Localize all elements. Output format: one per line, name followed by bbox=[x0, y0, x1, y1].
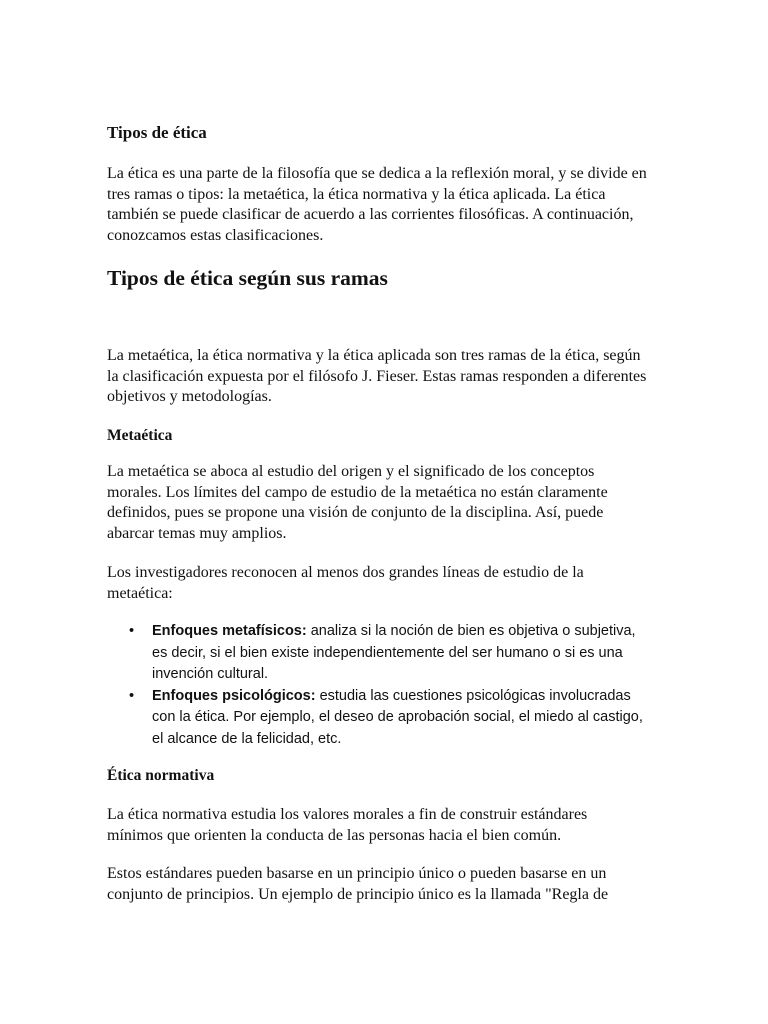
metaetica-bullet-list bbox=[107, 621, 647, 750]
metaetica-paragraph-2: Los investigadores reconocen al menos dos grandes líneas de estudio de la metaética: bbox=[107, 564, 584, 602]
section-heading-ramas: Tipos de ética según sus ramas bbox=[107, 266, 388, 290]
bullet-icon: • bbox=[129, 623, 135, 639]
subheading-metaetica: Metaética bbox=[107, 427, 173, 444]
subheading-normativa: Ética normativa bbox=[107, 767, 215, 784]
intro-paragraph: La ética es una parte de la filosofía que se dedica a la reflexión moral, y se divide en tres ramas o tipos: la metaética, la ética normativa y la ética aplicada. La ética también se puede clasificar de acuerdo a las corrientes filosóficas. A continuación, conozcamos estas clasificaciones. bbox=[107, 165, 647, 244]
ramas-paragraph: La metaética, la ética normativa y la ética aplicada son tres ramas de la ética, según la clasificación expuesta por el filósofo J. Fieser. Estas ramas responden a diferentes objetivos y metodologías. bbox=[107, 347, 647, 405]
section-heading-tipos: Tipos de ética bbox=[107, 123, 207, 142]
bullet-term: Enfoques psicológicos: bbox=[152, 687, 316, 704]
list-item bbox=[107, 621, 647, 686]
normativa-paragraph-1: La ética normativa estudia los valores morales a fin de construir estándares mínimos que orienten la conducta de las personas hacia el bien común. bbox=[107, 806, 588, 844]
bullet-text: estudia las cuestiones psicológicas involucradas con la ética. Por ejemplo, el deseo de aprobación social, el miedo al castigo, el alcance de la felicidad, etc. bbox=[152, 687, 643, 747]
list-item bbox=[107, 686, 647, 751]
normativa-paragraph-2: Estos estándares pueden basarse en un principio único o pueden basarse en un conjunto de principios. Un ejemplo de principio único es la llamada "Regla de bbox=[107, 865, 609, 903]
bullet-icon: • bbox=[129, 687, 135, 704]
bullet-text: analiza si la noción de bien es objetiva o subjetiva, es decir, si el bien existe independientemente del ser humano o si es una invención cultural. bbox=[152, 623, 636, 682]
metaetica-paragraph-1: La metaética se aboca al estudio del origen y el significado de los conceptos morales. Los límites del campo de estudio de la metaética no están claramente definidos, pues se propone una visión de conjunto de la disciplina. Así, puede abarcar temas muy amplios. bbox=[107, 463, 608, 542]
bullet-term: Enfoques metafísicos: bbox=[152, 623, 307, 639]
